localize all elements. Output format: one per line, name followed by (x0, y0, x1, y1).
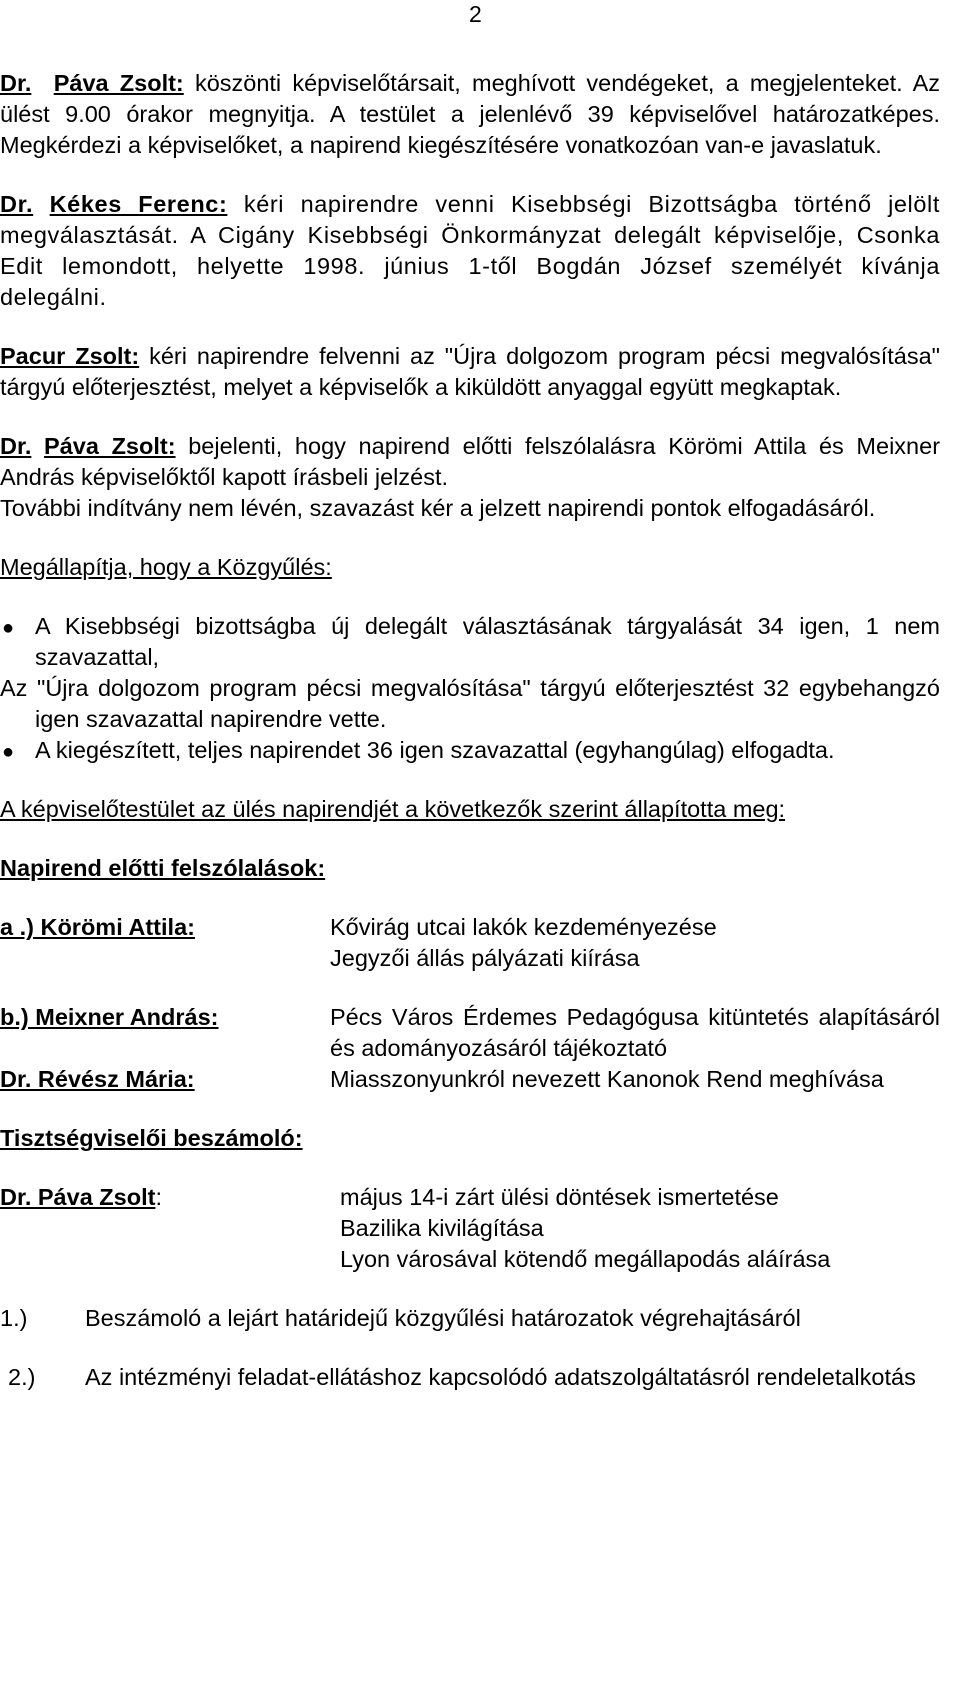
list-item: ● A Kisebbségi bizottságba új delegált választásának tárgyalását 34 igen, 1 nem szavazattal, (2, 613, 940, 670)
official-label: Dr. Páva Zsolt: (0, 1184, 162, 1210)
agenda-item (0, 1303, 940, 1334)
agenda-topics: Pécs Város Érdemes Pedagógusa kitüntetés alapításáról és adományozásáról tájékoztató (330, 1004, 940, 1061)
pre-agenda-row (0, 1002, 940, 1064)
item-text: Beszámoló a lejárt határidejű közgyűlési határozatok végrehajtásáról (85, 1305, 801, 1331)
bullet-icon: ● (2, 741, 15, 763)
speaker-name: Pacur Zsolt: (0, 343, 140, 369)
document-body (0, 68, 940, 1393)
speaker-dr: Dr. (0, 70, 32, 96)
item-text: Az intézményi feladat-ellátáshoz kapcsolódó adatszolgáltatásról rendeletalkotás (85, 1364, 916, 1390)
list-item: Az "Újra dolgozom program pécsi megvalósítása" tárgyú előterjesztést 32 egybehangzó igen szavazattal napirendre vette. (0, 675, 940, 732)
finding-heading: Megállapítja, hogy a Közgyűlés: (0, 554, 332, 580)
list-item: ● A kiegészített, teljes napirendet 36 igen szavazattal (egyhangúlag) elfogadta. (0, 735, 940, 766)
agenda-topics: Miasszonyunkról nevezett Kanonok Rend meghívása (330, 1066, 884, 1092)
speaker-name: a .) Körömi Attila: (0, 914, 195, 940)
paragraph-text: köszönti képviselőtársait, meghívott vendégeket, a megjelenteket. Az ülést 9.00 órakor megnyitja. A testület a jelenlévő 39 képviselővel határozatképes. Megkérdezi a képviselőket, a napirend kiegészítésére vonatkozóan van-e javaslatuk. (0, 70, 941, 158)
paragraph-text: bejelenti, hogy napirend előtti felszólalásra Körömi Attila és Meixner András képviselőktől kapott írásbeli jelzést. (0, 433, 941, 490)
officials-heading: Tisztségviselői beszámoló: (0, 1125, 303, 1151)
paragraph-text: kéri napirendre felvenni az "Újra dolgozom program pécsi megvalósítása" tárgyú előterjesztést, melyet a képviselők a kiküldött anyaggal együtt megkaptak. (0, 343, 940, 400)
paragraph-announcement (0, 431, 940, 493)
pre-agenda-row (0, 912, 940, 974)
pre-agenda-row (0, 1064, 940, 1095)
speaker-name: Kékes Ferenc: (49, 191, 228, 217)
paragraph-pacur (0, 341, 940, 403)
speaker-name: b.) Meixner András: (0, 1004, 219, 1030)
speaker-dr: Dr. (0, 433, 32, 459)
item-number: 1.) (0, 1305, 28, 1331)
official-row (0, 1182, 940, 1275)
paragraph-vote-request: További indítvány nem lévén, szavazást kér a jelzett napirendi pontok elfogadásáról. (0, 495, 876, 521)
findings-list (0, 611, 940, 766)
bullet-icon: ● (2, 617, 15, 639)
agenda-heading: A képviselőtestület az ülés napirendjét a következők szerint állapította meg: (0, 796, 786, 822)
page-number: 2 (469, 1, 482, 27)
pre-agenda-heading: Napirend előtti felszólalások: (0, 855, 326, 881)
paragraph-opening (0, 68, 940, 161)
paragraph-text: kéri napirendre venni Kisebbségi Bizottságba történő jelölt megválasztását. A Cigány Kisebbségi Önkormányzat delegált képviselője, Csonka Edit lemondott, helyette 1998. június 1-től Bogdán József személyét kívánja delegálni. (0, 191, 940, 310)
agenda-topics: Kővirág utcai lakók kezdeményezése Jegyzői állás pályázati kiírása (330, 914, 717, 971)
speaker-name: Páva Zsolt: (44, 433, 176, 459)
agenda-item (0, 1362, 940, 1393)
speaker-dr: Dr. (0, 191, 34, 217)
official-topics: május 14-i zárt ülési döntések ismertetése Bazilika kivilágítása Lyon városával kötendő megállapodás aláírása (340, 1184, 831, 1272)
speaker-name: Páva Zsolt: (53, 70, 184, 96)
item-number: 2.) (8, 1364, 36, 1390)
speaker-name: Dr. Révész Mária: (0, 1066, 195, 1092)
paragraph-kekes (0, 189, 940, 313)
